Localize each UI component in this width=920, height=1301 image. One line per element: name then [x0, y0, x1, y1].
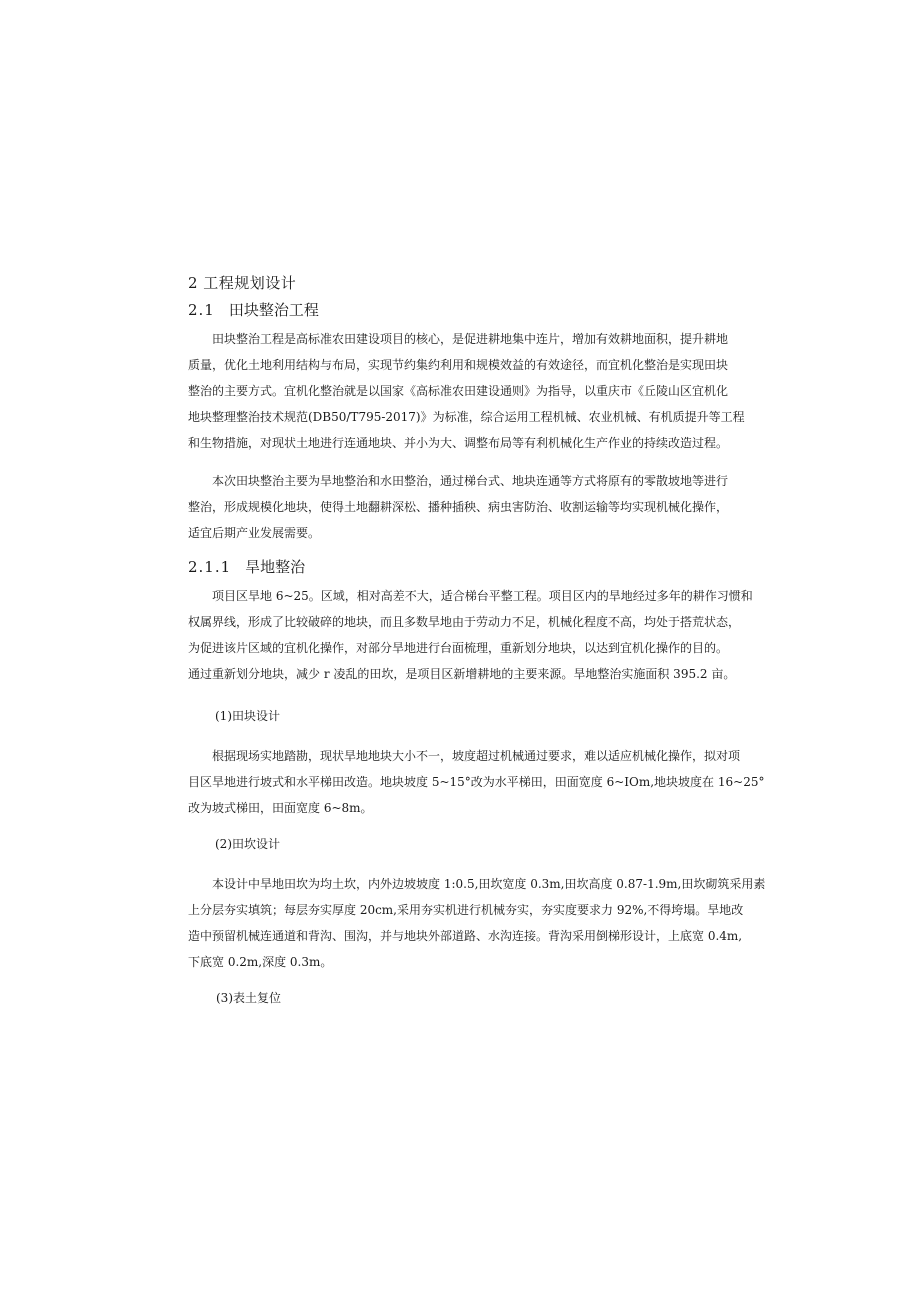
paragraph-consolidation-scope	[188, 468, 728, 546]
subsubsection-number: 2.1.1	[188, 558, 232, 576]
paragraph-line: 造中预留机械连通道和背沟、围沟，并与地块外部道路、水沟连接。背沟采用倒梯形设计，上底宽 0.4m,	[188, 929, 743, 943]
paragraph-dryland-overview	[188, 583, 753, 687]
paragraph-field-design	[188, 743, 764, 821]
paragraph-field-consolidation-intro	[188, 326, 745, 456]
paragraph-line: 根据现场实地踏勘，现状旱地地块大小不一，坡度超过机械通过要求，难以适应机械化操作，拟对项	[188, 749, 741, 763]
paragraph-ridge-design	[188, 871, 765, 975]
paragraph-line: 整治，形成规模化地块，使得土地翻耕深松、播种插秧、病虫害防治、收割运输等均实现机械化操作，	[188, 500, 729, 514]
subsection-number: 2.1	[188, 301, 215, 319]
item-topsoil-restoration-title: (3)表土复位	[216, 991, 281, 1005]
paragraph-line: 田块整治工程是高标准农田建设项目的核心，是促进耕地集中连片，增加有效耕地面积，提升耕地	[188, 332, 729, 346]
paragraph-line: 上分层夯实填筑；每层夯实厚度 20cm,采用夯实机进行机械夯实，夯实度要求力 92%,不得垮塌。旱地改	[188, 903, 744, 917]
section-title: 2 工程规划设计	[188, 274, 297, 292]
subsubsection-title: 旱地整治	[245, 558, 306, 576]
paragraph-line: 权属界线，形成了比较破碎的地块，而且多数旱地由于劳动力不足，机械化程度不高，均处于搭荒状态，	[188, 615, 741, 629]
paragraph-line: 本设计中旱地田坎为均土坎，内外边坡坡度 1:0.5,田坎宽度 0.3m,田坎高度 0.87-1.9m,田坎砌筑采用素	[188, 877, 766, 891]
subsubsection-heading	[188, 556, 305, 577]
paragraph-line: 整治的主要方式。宜机化整治就是以国家《高标准农田建设通则》为指导，以重庆市《丘陵山区宜机化	[188, 384, 729, 398]
paragraph-line: 本次田块整治主要为旱地整治和水田整治，通过梯台式、地块连通等方式将原有的零散坡地等进行	[188, 474, 729, 488]
subsection-heading	[188, 299, 319, 320]
item-field-design-title: (1)田块设计	[215, 709, 280, 723]
paragraph-line: 适宜后期产业发展需要。	[188, 526, 321, 540]
paragraph-line: 下底宽 0.2m,深度 0.3m。	[188, 955, 333, 969]
paragraph-line: 项目区旱地 6~25。区域，相对高差不大，适合梯台平整工程。项目区内的旱地经过多年的耕作习惯和	[188, 589, 753, 603]
paragraph-line: 改为坡式梯田，田面宽度 6~8m。	[188, 801, 373, 815]
paragraph-line: 目区旱地进行坡式和水平梯田改造。地块坡度 5~15°改为水平梯田，田面宽度 6~IOm,地块坡度在 16~25°	[188, 775, 765, 789]
subsection-title: 田块整治工程	[228, 301, 319, 319]
paragraph-line: 地块整理整治技术规范(DB50/T795-2017)》为标准，综合运用工程机械、农业机械、有机质提升等工程	[188, 410, 745, 424]
paragraph-line: 为促进该片区域的宜机化操作，对部分旱地进行台面梳理，重新划分地块，以达到宜机化操作的目的。	[188, 641, 729, 655]
paragraph-line: 通过重新划分地块，减少 r 凌乱的田坎，是项目区新增耕地的主要来源。旱地整治实施面积 395.2 亩。	[188, 667, 736, 681]
paragraph-line: 质量，优化土地利用结构与布局，实现节约集约利用和规模效益的有效途径，而宜机化整治是实现田块	[188, 358, 729, 372]
item-ridge-design-title: (2)田坎设计	[215, 837, 280, 851]
paragraph-line: 和生物措施，对现状土地进行连通地块、并小为大、调整布局等有利机械化生产作业的持续改造过程。	[188, 436, 729, 450]
